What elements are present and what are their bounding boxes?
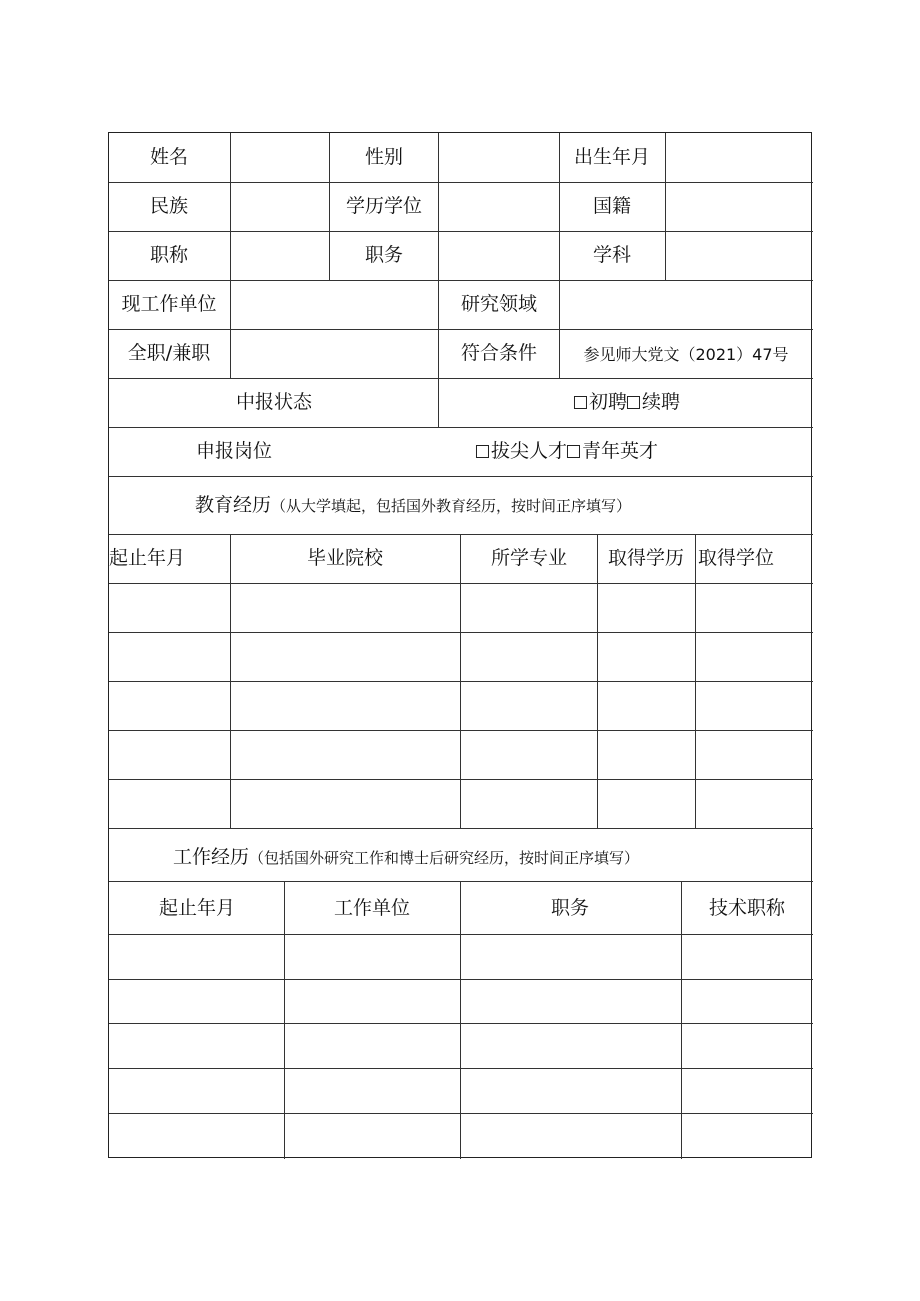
checkbox-icon[interactable] xyxy=(627,396,640,409)
work-title: 工作经历 xyxy=(173,846,250,868)
post-options xyxy=(476,439,658,463)
ethnicity-label: 民族 xyxy=(149,195,189,217)
post-option-label: 拔尖人才 xyxy=(490,440,567,462)
position-label: 职务 xyxy=(364,244,404,266)
education-title: 教育经历 xyxy=(195,494,272,516)
work-header-employer: 工作单位 xyxy=(333,897,411,919)
nationality-label: 国籍 xyxy=(592,195,632,217)
checkbox-icon[interactable] xyxy=(574,396,587,409)
fulltime-label: 全职/兼职 xyxy=(127,342,211,364)
education-note: （从大学填起，包括国外教育经历，按时间正序填写） xyxy=(271,497,632,515)
status-option-second[interactable] xyxy=(627,390,680,414)
employer-label: 现工作单位 xyxy=(121,293,217,315)
status-option-label: 初聘 xyxy=(588,391,627,413)
post-option-label: 青年英才 xyxy=(582,440,659,462)
education-heading xyxy=(195,493,631,518)
checkbox-icon[interactable] xyxy=(567,445,580,458)
gender-label: 性别 xyxy=(364,146,404,168)
criteria-label: 符合条件 xyxy=(460,342,538,364)
work-header-position: 职务 xyxy=(550,897,590,919)
status-label: 中报状态 xyxy=(235,391,313,413)
degree-label: 学历学位 xyxy=(345,195,423,217)
edu-header-education: 取得学历 xyxy=(607,547,685,569)
post-option-first[interactable] xyxy=(476,439,567,463)
title-label: 职称 xyxy=(149,244,189,266)
work-heading xyxy=(173,845,639,870)
discipline-label: 学科 xyxy=(592,244,632,266)
application-form xyxy=(108,132,812,1158)
edu-header-degree: 取得学位 xyxy=(698,547,775,569)
work-header-period: 起止年月 xyxy=(158,897,236,919)
post-option-second[interactable] xyxy=(567,439,658,463)
name-label: 姓名 xyxy=(149,146,189,168)
research-label: 研究领域 xyxy=(460,293,538,315)
status-option-label: 续聘 xyxy=(642,391,681,413)
edu-header-school: 毕业院校 xyxy=(306,547,384,569)
status-option-first[interactable] xyxy=(574,390,627,414)
work-note: （包括国外研究工作和博士后研究经历，按时间正序填写） xyxy=(249,849,640,867)
status-options xyxy=(574,390,680,414)
birth-label: 出生年月 xyxy=(573,146,651,168)
post-label: 申报岗位 xyxy=(195,440,273,462)
checkbox-icon[interactable] xyxy=(476,445,489,458)
work-header-title: 技术职称 xyxy=(708,897,786,919)
edu-header-major: 所学专业 xyxy=(490,547,568,569)
criteria-value: 参见师大党文（2021）47号 xyxy=(583,345,789,364)
edu-header-period: 起止年月 xyxy=(109,547,186,569)
